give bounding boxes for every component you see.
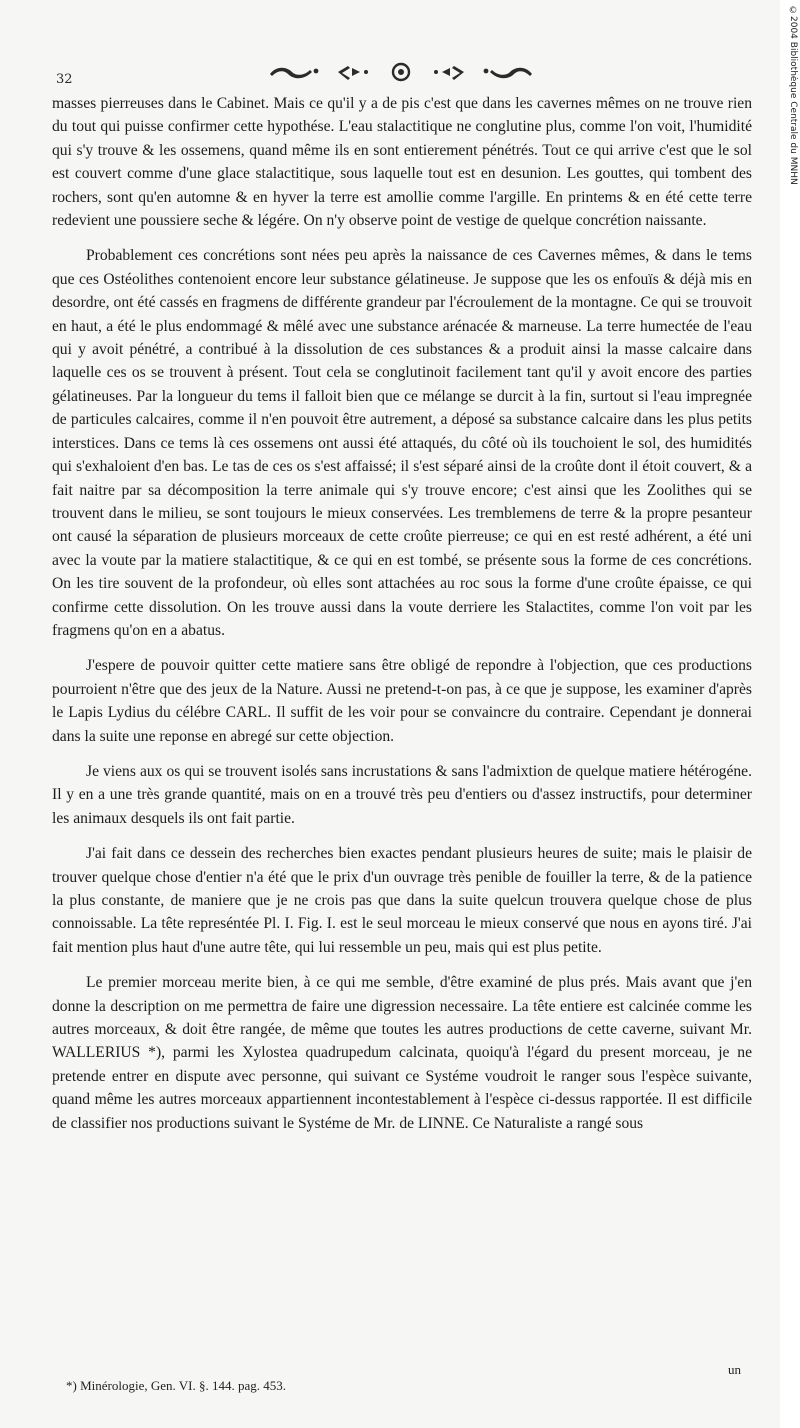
footnote: *) Minérologie, Gen. VI. §. 144. pag. 453. <box>66 1378 287 1393</box>
paragraph: Je viens aux os qui se trouvent isolés sans incrustations & sans l'admixtion de quelque matiere hétérogéne. Il y en a une très grande quantité, mais on en a trouvé très peu d'entiers ou d'assez instructifs, pour determiner les animaux desquels ils ont fait partie. <box>52 762 752 827</box>
paragraph: J'ai fait dans ce dessein des recherches bien exactes pendant plusieurs heures de suite; mais le plaisir de trouver quelque chose d'entier n'a été que le prix d'un ouvrage très penible de fouiller la terre, & de la patience la plus constante, de maniere que je ne crois pas que dans la suite quelcun trouvera quelque chose de plus connoissable. La tête represéntée Pl. I. Fig. I. est le seul morceau le mieux conservé que nous en ayons tiré. J'ai fait mention plus haut d'une autre tête, qui lui ressemble un peu, mais qui est plus petite. <box>52 845 752 956</box>
paragraph: J'espere de pouvoir quitter cette matiere sans être obligé de repondre à l'objection, que ces productions pourroient n'être que des jeux de la Nature. Aussi ne pretend-t-on pas, à ce que je suppose, les examiner d'après le Lapis Lydius du célébre CARL. Il suffit de les voir pour se convaincre du contraire. Cependant je donnerai dans la suite une reponse en abregé sur cette objection. <box>52 657 752 745</box>
paragraph: masses pierreuses dans le Cabinet. Mais ce qu'il y a de pis c'est que dans les cavernes mêmes on ne trouve rien du tout qui puisse confirmer cette hypothése. L'eau stalactitique ne conglutine plus, comme l'on voit, l'humidité qui s'y trouve & les ossemens, quand même ils en sont entierement pénétrés. Tout ce qui arrive c'est que le sol est couvert comme d'une glace stalactitique, sous laquelle tout est en desunion. Les gouttes, qui tombent des rochers, sont qu'en automne & en hyver la terre est amollie comme l'argille. En printems & en été cette terre redevient une poussiere seche & légére. On n'y observe point de vestige de quelque concrétion naissante. <box>52 95 752 230</box>
body-text <box>52 92 752 1135</box>
paragraph: Le premier morceau merite bien, à ce qui me semble, d'être examiné de plus prés. Mais avant que j'en donne la description on me permettra de faire une digression necessaire. La tête entiere est calcinée comme les autres morceaux, & doit être rangée, de même que toutes les autres productions de cette caverne, suivant Mr. WALLERIUS *), parmi les Xylostea quadrupedum calcinata, quoiqu'à l'égard du present morceau, je ne pretende entrer en dispute avec personne, qui suivant ce Systéme voudroit le ranger sous l'espèce suivante, quand même les autres morceaux appartiennent incontestablement à l'espèce ci-dessus rapportée. Il est difficile de classifier nos productions suivant le Systéme de Mr. de LINNE. Ce Naturaliste a rangé sous <box>52 974 752 1132</box>
library-credit: ©2004 Bibliothèque Centrale du MNHN <box>788 6 798 185</box>
page-number: 32 <box>56 72 73 87</box>
catchword: un <box>728 1362 741 1377</box>
header-ornament <box>266 60 536 84</box>
paragraph: Probablement ces concrétions sont nées peu après la naissance de ces Cavernes mêmes, & dans le tems que ces Ostéolithes contenoient encore leur substance gélatineuse. Je suppose que les os enfouïs & déjà mis en desordre, ont été cassés en fragmens de différente grandeur par l'écroulement de la montagne. Ce qui se trouvoit en haut, a été le plus endommagé & mêlé avec une substance arénacée & marneuse. La terre humectée de l'eau qui y avoit pénétré, a contribué à la dissolution de ces substances & a produit ainsi la masse calcaire dans laquelle ces os se trouvent à présent. Tout cela se conglutinoit facilement tant qu'il y avoit encore des parties gélatineuses. Par la longueur du tems il falloit bien que ce mélange se durcit à la fin, surtout si l'eau impregnée de particules calcaires, comme il n'en pouvoit être autrement, a déposé sa substance calcaire dans les plus petits interstices. Dans ce tems là ces ossemens ont aussi été attaqués, du côté où ils touchoient le sol, des humidités qui s'exhaloient d'en bas. Le tas de ces os s'est affaissé; il s'est séparé ainsi de la croûte dont il étoit couvert, & a fait naitre par sa décomposition la terre animale qui s'y trouve encore; c'est ainsi que les Zoolithes qui se trouvent dans le milieu, se sont toujours le mieux conservées. Les tremblemens de terre & la propre pesanteur ont causé la séparation de plusieurs morceaux de cette croûte pierreuse; ce qui en est resté adhérent, a été uni avec la voute par la matiere stalactitique, & ce qui en est tombé, se présente sous la forme de ces concrétions. On les tire souvent de la profondeur, où elles sont attachées au roc sous la forme d'une croûte épaisse, ce qui confirme cette dissolution. On les trouve aussi dans la voute derriere les Stalactites, comme l'on voit par les fragmens qu'on en a abatus. <box>52 247 752 639</box>
